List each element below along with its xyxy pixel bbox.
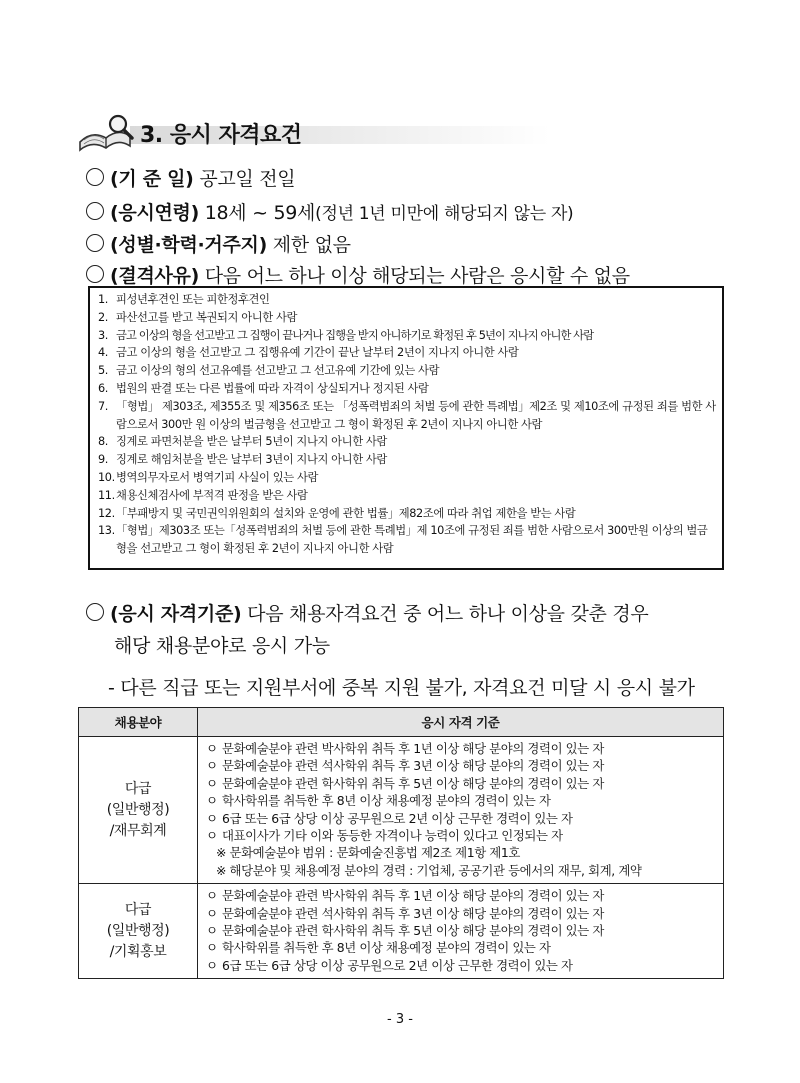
- column-header: 응시 자격 기준: [198, 708, 724, 737]
- table-row: [79, 884, 724, 979]
- list-item: ㅇ 6급 또는 6급 상당 이상 공무원으로 2년 이상 근무한 경력이 있는 자: [206, 957, 573, 973]
- list-item: 1. 피성년후견인 또는 피한정후견인: [98, 293, 270, 306]
- list-item: ㅇ 문화예술분야 관련 학사학위 취득 후 5년 이상 해당 분야의 경력이 있는 자: [206, 923, 604, 939]
- list-item: ㅇ 문화예술분야 관련 학사학위 취득 후 5년 이상 해당 분야의 경력이 있는 자: [206, 775, 604, 791]
- list-item: ㅇ 대표이사가 기타 이와 동등한 자격이나 능력이 있다고 인정되는 자: [206, 828, 563, 844]
- list-item: ㅇ 문화예술분야 관련 석사학위 취득 후 3년 이상 해당 분야의 경력이 있는 자: [206, 758, 604, 774]
- list-item: 13.「형법」제303조 또는「성폭력범죄의 처벌 등에 관한 특례법」제 10조에 규정된 죄를 범한 사람으로서 300만원 이상의 벌금형을 선고받고 그 형이 확정된 후 2년이 지나지 아니한 사람: [98, 524, 708, 556]
- list-item: ㅇ 학사학위를 취득한 후 8년 이상 채용예정 분야의 경력이 있는 자: [206, 793, 551, 809]
- criterion-text: 공고일 전일: [199, 168, 296, 190]
- circle-bullet-icon: [86, 168, 104, 186]
- page-number: - 3 -: [387, 1012, 413, 1027]
- criterion-note: (정년 1년 미만에 해당되지 않는 자): [315, 204, 574, 224]
- table-row: [79, 737, 724, 884]
- table-note: ※ 해당분야 및 채용예정 분야의 경력 : 기업체, 공공기관 등에서의 재무, 회계, 계약: [216, 862, 642, 878]
- list-item: 12.「부패방지 및 국민권익위원회의 설치와 운영에 관한 법률」제82조에 따라 취업 제한을 받는 사람: [98, 506, 576, 520]
- qualification-label: (응시 자격기준): [110, 603, 242, 625]
- qualification-line1: 다음 채용자격요건 중 어느 하나 이상을 갖춘 경우: [247, 603, 649, 625]
- requirements-table: [78, 707, 724, 979]
- qualification-line2: 해당 채용분야로 응시 가능: [114, 635, 330, 657]
- list-item: ㅇ 문화예술분야 관련 박사학위 취득 후 1년 이상 해당 분야의 경력이 있는 자: [206, 888, 604, 904]
- criterion-age: [86, 198, 573, 225]
- list-item: ㅇ 6급 또는 6급 상당 이상 공무원으로 2년 이상 근무한 경력이 있는 자: [206, 810, 573, 826]
- criterion-label: (결격사유): [110, 265, 199, 287]
- list-item: 9. 징계로 해임처분을 받은 날부터 3년이 지나지 아니한 사람: [98, 453, 387, 467]
- list-item: 6. 법원의 판결 또는 다른 법률에 따라 자격이 상실되거나 정지된 사람: [98, 381, 429, 395]
- list-item: 5. 금고 이상의 형의 선고유예를 선고받고 그 선고유예 기간에 있는 사람: [98, 364, 440, 378]
- circle-bullet-icon: [86, 603, 104, 621]
- criterion-gender-education-residence: [86, 230, 351, 257]
- list-item: 8. 징계로 파면처분을 받은 날부터 5년이 지나지 아니한 사람: [98, 435, 387, 449]
- list-item: ㅇ 문화예술분야 관련 박사학위 취득 후 1년 이상 해당 분야의 경력이 있는 자: [206, 741, 604, 756]
- column-header: 채용분야: [79, 708, 198, 737]
- criteria-cell: [198, 737, 724, 884]
- list-item: 11.채용신체검사에 부적격 판정을 받은 사람: [98, 488, 308, 502]
- disqualification-box: [88, 286, 724, 570]
- criterion-label: (성별·학력·거주지): [110, 234, 267, 256]
- qualification-paragraph: [86, 598, 726, 662]
- section-heading: [78, 106, 598, 154]
- list-item: 4. 금고 이상의 형을 선고받고 그 집행유예 기간이 끝난 날부터 2년이 지나지 아니한 사람: [98, 346, 519, 360]
- criterion-text: 18세 ~ 59세: [204, 202, 316, 224]
- qualification-dash-note: - 다른 직급 또는 지원부서에 중복 지원 불가, 자격요건 미달 시 응시 불가: [108, 677, 695, 699]
- category-cell: 다급 (일반행정) /기획홍보: [79, 884, 198, 979]
- criterion-text: 제한 없음: [272, 234, 351, 256]
- table-header-row: [79, 708, 724, 737]
- criterion-label: (응시연령): [110, 202, 199, 224]
- criterion-label: (기 준 일): [110, 168, 194, 190]
- criteria-cell: [198, 884, 724, 979]
- criterion-base-date: [86, 164, 295, 191]
- disqualification-list: [98, 291, 716, 558]
- list-item: 3. 금고 이상의 형을 선고받고 그 집행이 끝나거나 집행을 받지 아니하기로 확정된 후 5년이 지나지 아니한 사람: [98, 328, 594, 342]
- list-item: 10.병역의무자로서 병역기피 사실이 있는 사람: [98, 470, 318, 484]
- circle-bullet-icon: [86, 234, 104, 252]
- table-note: ※ 문화예술분야 범위 : 문화예술진흥법 제2조 제1항 제1호: [216, 845, 520, 861]
- list-item: ㅇ 문화예술분야 관련 석사학위 취득 후 3년 이상 해당 분야의 경력이 있는 자: [206, 905, 604, 921]
- list-item: 2. 파산선고를 받고 복권되지 아니한 사람: [98, 310, 297, 324]
- list-item: ㅇ 학사학위를 취득한 후 8년 이상 채용예정 분야의 경력이 있는 자: [206, 940, 551, 956]
- book-magnifier-icon: [78, 112, 136, 152]
- criterion-disqualification: [86, 261, 630, 288]
- section-title: 3. 응시 자격요건: [140, 123, 302, 148]
- criterion-text: 다음 어느 하나 이상 해당되는 사람은 응시할 수 없음: [204, 265, 630, 287]
- list-item: 7. 「형법」 제303조, 제355조 및 제356조 또는 「성폭력범죄의 처벌 등에 관한 특례법」제2조 및 제10조에 규정된 죄를 범한 사람으로서 300만 원 이상의 벌금형을 선고받고 그 형이 확정된 후 2년이 지나지 아니한 사람: [98, 399, 716, 431]
- category-cell: 다급 (일반행정) /재무회계: [79, 737, 198, 884]
- circle-bullet-icon: [86, 265, 104, 283]
- circle-bullet-icon: [86, 202, 104, 220]
